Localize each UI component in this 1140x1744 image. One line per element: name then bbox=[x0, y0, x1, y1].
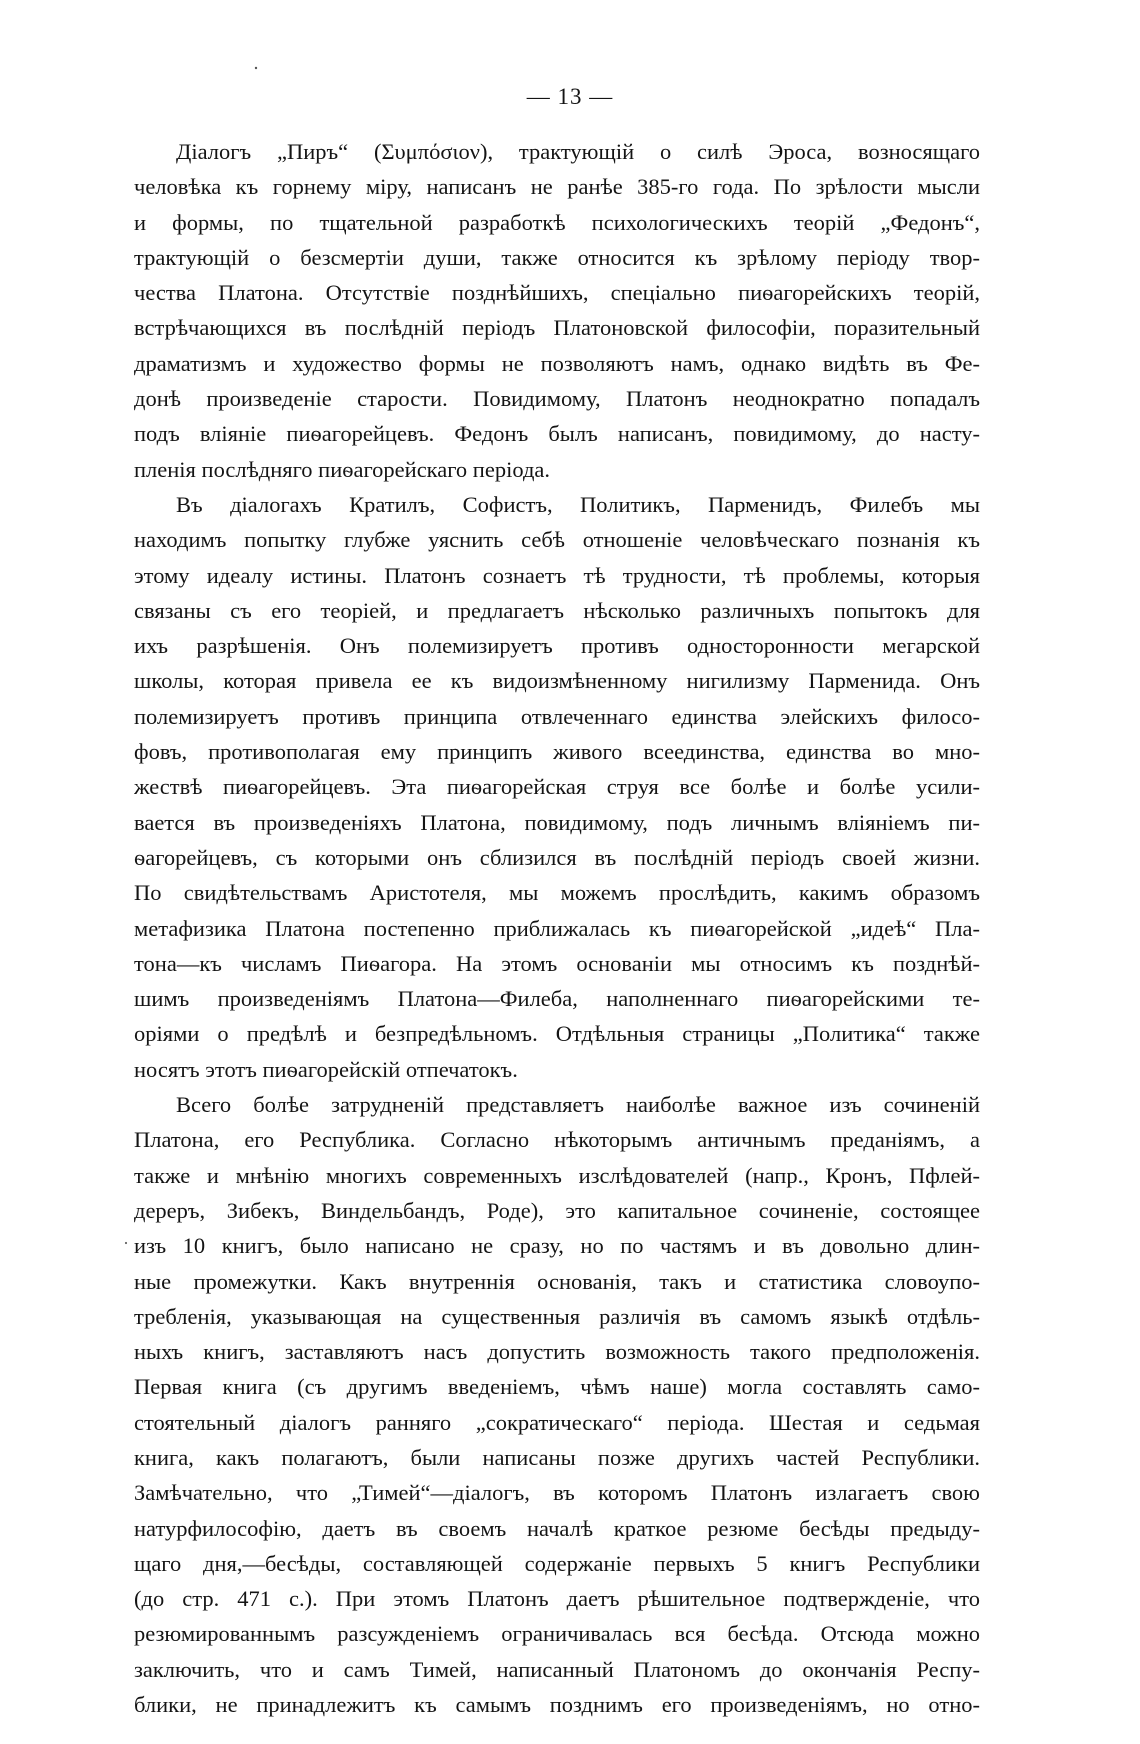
text-line: ѳагорейцевъ, съ которыми онъ сблизился въ послѣдній періодъ своей жизни. bbox=[134, 844, 980, 870]
text-line: книга, какъ полагаютъ, были написаны позже другихъ частей Республики. bbox=[134, 1444, 980, 1470]
page-number: — 13 — bbox=[526, 84, 614, 109]
text-line: жествѣ пиѳагорейцевъ. Эта пиѳагорейская струя все болѣе и болѣе усили- bbox=[134, 774, 980, 800]
text-line: фовъ, противополагая ему принципъ живого всеединства, единства во мно- bbox=[134, 739, 980, 765]
text-line: этому идеалу истины. Платонъ сознаетъ тѣ трудности, тѣ проблемы, которыя bbox=[134, 562, 980, 588]
text-line: пленія послѣдняго пиѳагорейскаго періода. bbox=[134, 456, 550, 482]
text-line: полемизируетъ противъ принципа отвлеченнаго единства элейскихъ филосо- bbox=[134, 703, 980, 729]
text-line: чества Платона. Отсутствіе позднѣйшихъ, спеціально пиѳагорейскихъ теорій, bbox=[134, 280, 980, 306]
text-line: Въ діалогахъ Кратилъ, Софистъ, Политикъ, Парменидъ, Филебъ мы bbox=[176, 491, 980, 517]
text-line: требленія, указывающая на существенныя различія въ самомъ языкѣ отдѣль- bbox=[134, 1303, 980, 1329]
text-line: заключить, что и самъ Тимей, написанный Платономъ до окончанія Респу- bbox=[134, 1656, 980, 1682]
text-line: человѣка къ горнему міру, написанъ не ранѣе 385-го года. По зрѣлости мысли bbox=[134, 174, 980, 200]
text-line: донѣ произведеніе старости. Повидимому, Платонъ неоднократно попадалъ bbox=[134, 386, 980, 412]
text-line: носятъ этотъ пиѳагорейскій отпечатокъ. bbox=[134, 1056, 518, 1082]
text-line: шимъ произведеніямъ Платона—Филеба, наполненнаго пиѳагорейскими те- bbox=[134, 986, 980, 1012]
text-line: вается въ произведеніяхъ Платона, повидимому, подъ личнымъ вліяніемъ пи- bbox=[134, 809, 980, 835]
text-line: школы, которая привела ее къ видоизмѣненному нигилизму Парменида. Онъ bbox=[134, 668, 980, 694]
text-line: связаны съ его теоріей, и предлагаетъ нѣсколько различныхъ попытокъ для bbox=[134, 597, 980, 623]
paragraph-2 bbox=[134, 487, 980, 1087]
text-line: ныхъ книгъ, заставляютъ насъ допустить возможность такого предположенія. bbox=[134, 1339, 980, 1365]
text-line: блики, не принадлежитъ къ самымъ позднимъ его произведеніямъ, но отно- bbox=[134, 1692, 980, 1718]
paragraph-1 bbox=[134, 134, 980, 487]
text-line: дереръ, Зибекъ, Виндельбандъ, Роде), это капитальное сочиненіе, состоящее bbox=[134, 1197, 980, 1223]
text-line: Замѣчательно, что „Тимей“—діалогъ, въ которомъ Платонъ излагаетъ свою bbox=[134, 1480, 980, 1506]
text-line: встрѣчающихся въ послѣдній періодъ Платоновской философіи, поразительный bbox=[134, 315, 980, 341]
text-line: стоятельный діалогъ ранняго „сократическаго“ періода. Шестая и седьмая bbox=[134, 1409, 980, 1435]
text-line: Платона, его Республика. Согласно нѣкоторымъ античнымъ преданіямъ, а bbox=[134, 1127, 980, 1153]
text-line: изъ 10 книгъ, было написано не сразу, но по частямъ и въ довольно длин- bbox=[134, 1233, 980, 1259]
scan-speck bbox=[125, 1242, 127, 1244]
text-line: оріями о предѣлѣ и безпредѣльномъ. Отдѣльныя страницы „Политика“ также bbox=[134, 1021, 980, 1047]
text-line: находимъ попытку глубже уяснить себѣ отношеніе человѣческаго познанія къ bbox=[134, 527, 980, 553]
scan-speck bbox=[255, 67, 257, 69]
text-line: По свидѣтельствамъ Аристотеля, мы можемъ прослѣдить, какимъ образомъ bbox=[134, 880, 980, 906]
body-text bbox=[134, 134, 980, 1722]
text-line: также и мнѣнію многихъ современныхъ изслѣдователей (напр., Кронъ, Пфлей- bbox=[134, 1162, 980, 1188]
text-line: резюмированнымъ разсужденіемъ ограничивалась вся бесѣда. Отсюда можно bbox=[134, 1621, 980, 1647]
text-line: (до стр. 471 с.). При этомъ Платонъ даетъ рѣшительное подтвержденіе, что bbox=[134, 1586, 980, 1612]
text-line: драматизмъ и художество формы не позволяютъ намъ, однако видѣть въ Фе- bbox=[134, 350, 980, 376]
text-line: натурфилософію, даетъ въ своемъ началѣ краткое резюме бесѣды предыду- bbox=[134, 1515, 980, 1541]
text-line: щаго дня,—бесѣды, составляющей содержаніе первыхъ 5 книгъ Республики bbox=[134, 1550, 980, 1576]
text-line: тона—къ числамъ Пиѳагора. На этомъ основаніи мы относимъ къ позднѣй- bbox=[134, 950, 980, 976]
text-line: подъ вліяніе пиѳагорейцевъ. Федонъ былъ написанъ, повидимому, до насту- bbox=[134, 421, 980, 447]
text-line: Діалогъ „Пиръ“ (Συμπόσιον), трактующій о силѣ Эроса, возносящаго bbox=[176, 139, 980, 164]
text-line: Всего болѣе затрудненій представляетъ наиболѣе важное изъ сочиненій bbox=[176, 1092, 980, 1118]
paragraph-3 bbox=[134, 1087, 980, 1722]
text-line: метафизика Платона постепенно приближалась къ пиѳагорейской „идеѣ“ Пла- bbox=[134, 915, 980, 941]
text-line: и формы, по тщательной разработкѣ психологическихъ теорій „Федонъ“, bbox=[134, 209, 980, 235]
text-line: ихъ разрѣшенія. Онъ полемизируетъ противъ односторонности мегарской bbox=[134, 633, 980, 659]
text-line: трактующій о безсмертіи души, также относится къ зрѣлому періоду твор- bbox=[134, 244, 980, 270]
text-line: ные промежутки. Какъ внутреннія основанія, такъ и статистика словоупо- bbox=[134, 1268, 980, 1294]
text-line: Первая книга (съ другимъ введеніемъ, чѣмъ наше) могла составлять само- bbox=[134, 1374, 980, 1400]
